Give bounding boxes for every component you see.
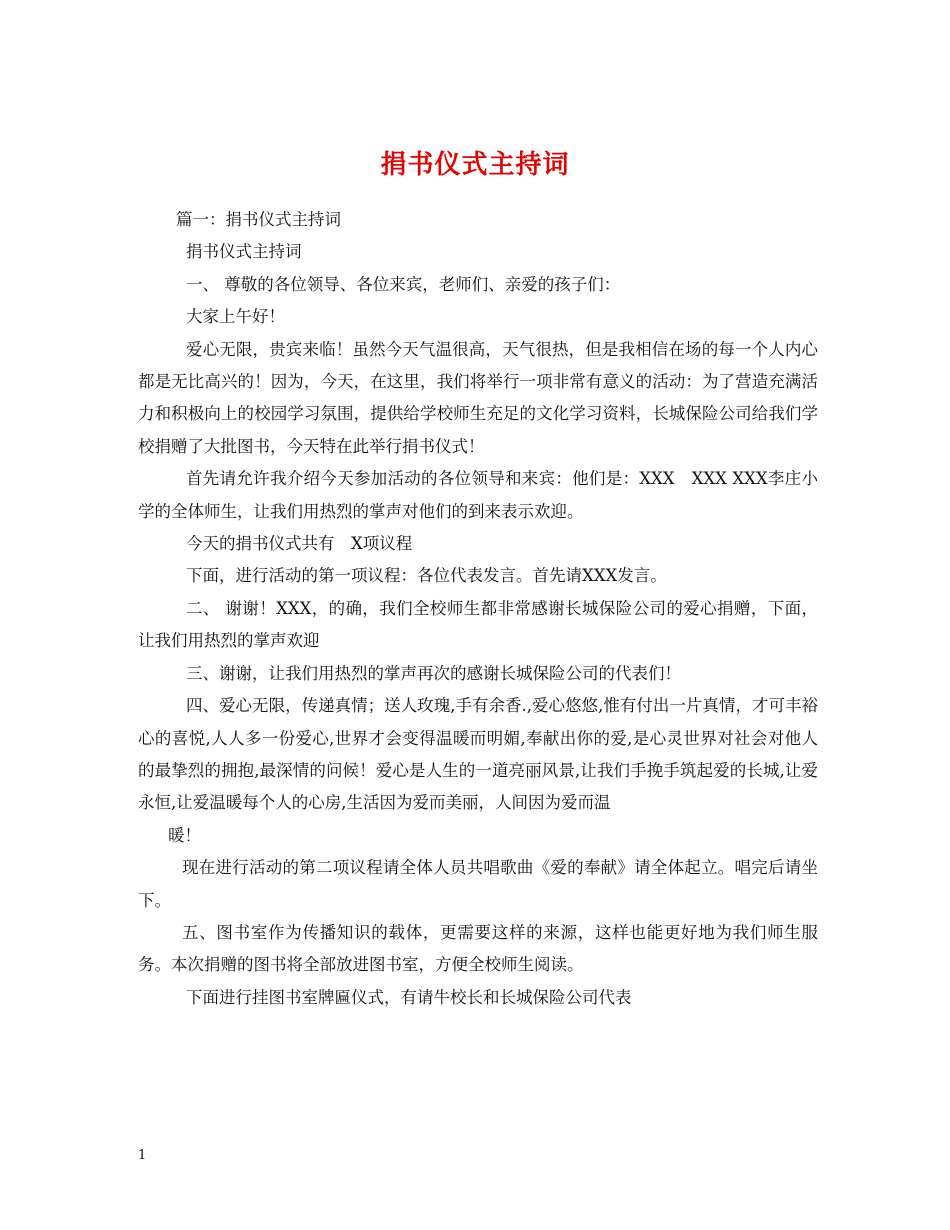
paragraph-plaque-ceremony: 下面进行挂图书室牌匾仪式，有请牛校长和长城保险公司代表 [186,987,632,1007]
paragraph-good-morning: 大家上午好！ [186,307,285,327]
paragraph-section-two: 二、 谢谢！XXX，的确，我们全校师生都非常感谢长城保险公司的爱心捐赠，下面，让我们用热烈的掌声欢迎 [138,598,818,651]
page-number: 1 [138,1148,147,1163]
document-body [138,204,818,1014]
paragraph-section-five: 五、图书室作为传播知识的载体，更需要这样的来源，这样也能更好地为我们师生服务。本次捐赠的图书将全部放进图书室，方便全校师生阅读。 [138,922,818,975]
paragraph-section-three: 三、谢谢，让我们用热烈的掌声再次的感谢长城保险公司的代表们！ [186,663,681,683]
paragraph-greeting-salutation: 一、 尊敬的各位领导、各位来宾，老师们、亲爱的孩子们： [186,274,621,294]
paragraph-heading-part-one: 篇一：捐书仪式主持词 [176,210,341,229]
document-title: 捐书仪式主持词 [380,150,570,181]
paragraph-agenda-count: 今天的捐书仪式共有 X项议程 [186,534,413,554]
paragraph-introduce-guests: 首先请允许我介绍今天参加活动的各位领导和来宾：他们是：XXX XXX XXX李庄小学的全体师生，让我们用热烈的掌声对他们的到来表示欢迎。 [138,469,818,521]
paragraph-warm: 暖！ [168,825,201,845]
paragraph-second-agenda-song: 现在进行活动的第二项议程请全体人员共唱歌曲《爱的奉献》请全体起立。唱完后请坐下。 [138,858,818,910]
paragraph-subtitle: 捐书仪式主持词 [186,242,302,262]
paragraph-opening: 爱心无限，贵宾来临！虽然今天气温很高，天气很热，但是我相信在场的每一个人内心都是无比高兴的！因为，今天，在这里，我们将举行一项非常有意义的活动：为了营造充满活力和积极向上的校园学习氛围，提供给学校师生充足的文化学习资料，长城保险公司给我们学校捐赠了大批图书，今天特在此举行捐书仪式！ [138,339,818,456]
paragraph-section-four: 四、爱心无限，传递真情；送人玫瑰,手有余香.,爱心悠悠,惟有付出一片真情，才可丰裕心的喜悦,人人多一份爱心,世界才会变得温暖而明媚,奉献出你的爱,是心灵世界对社会对他人的最挚烈的拥抱,最深情的问候！爱心是人生的一道亮丽风景,让我们手挽手筑起爱的长城,让爱永恒,让爱温暖每个人的心房,生活因为爱而美丽，人间因为爱而温 [138,696,818,813]
paragraph-first-agenda: 下面，进行活动的第一项议程：各位代表发言。首先请XXX发言。 [186,566,667,586]
